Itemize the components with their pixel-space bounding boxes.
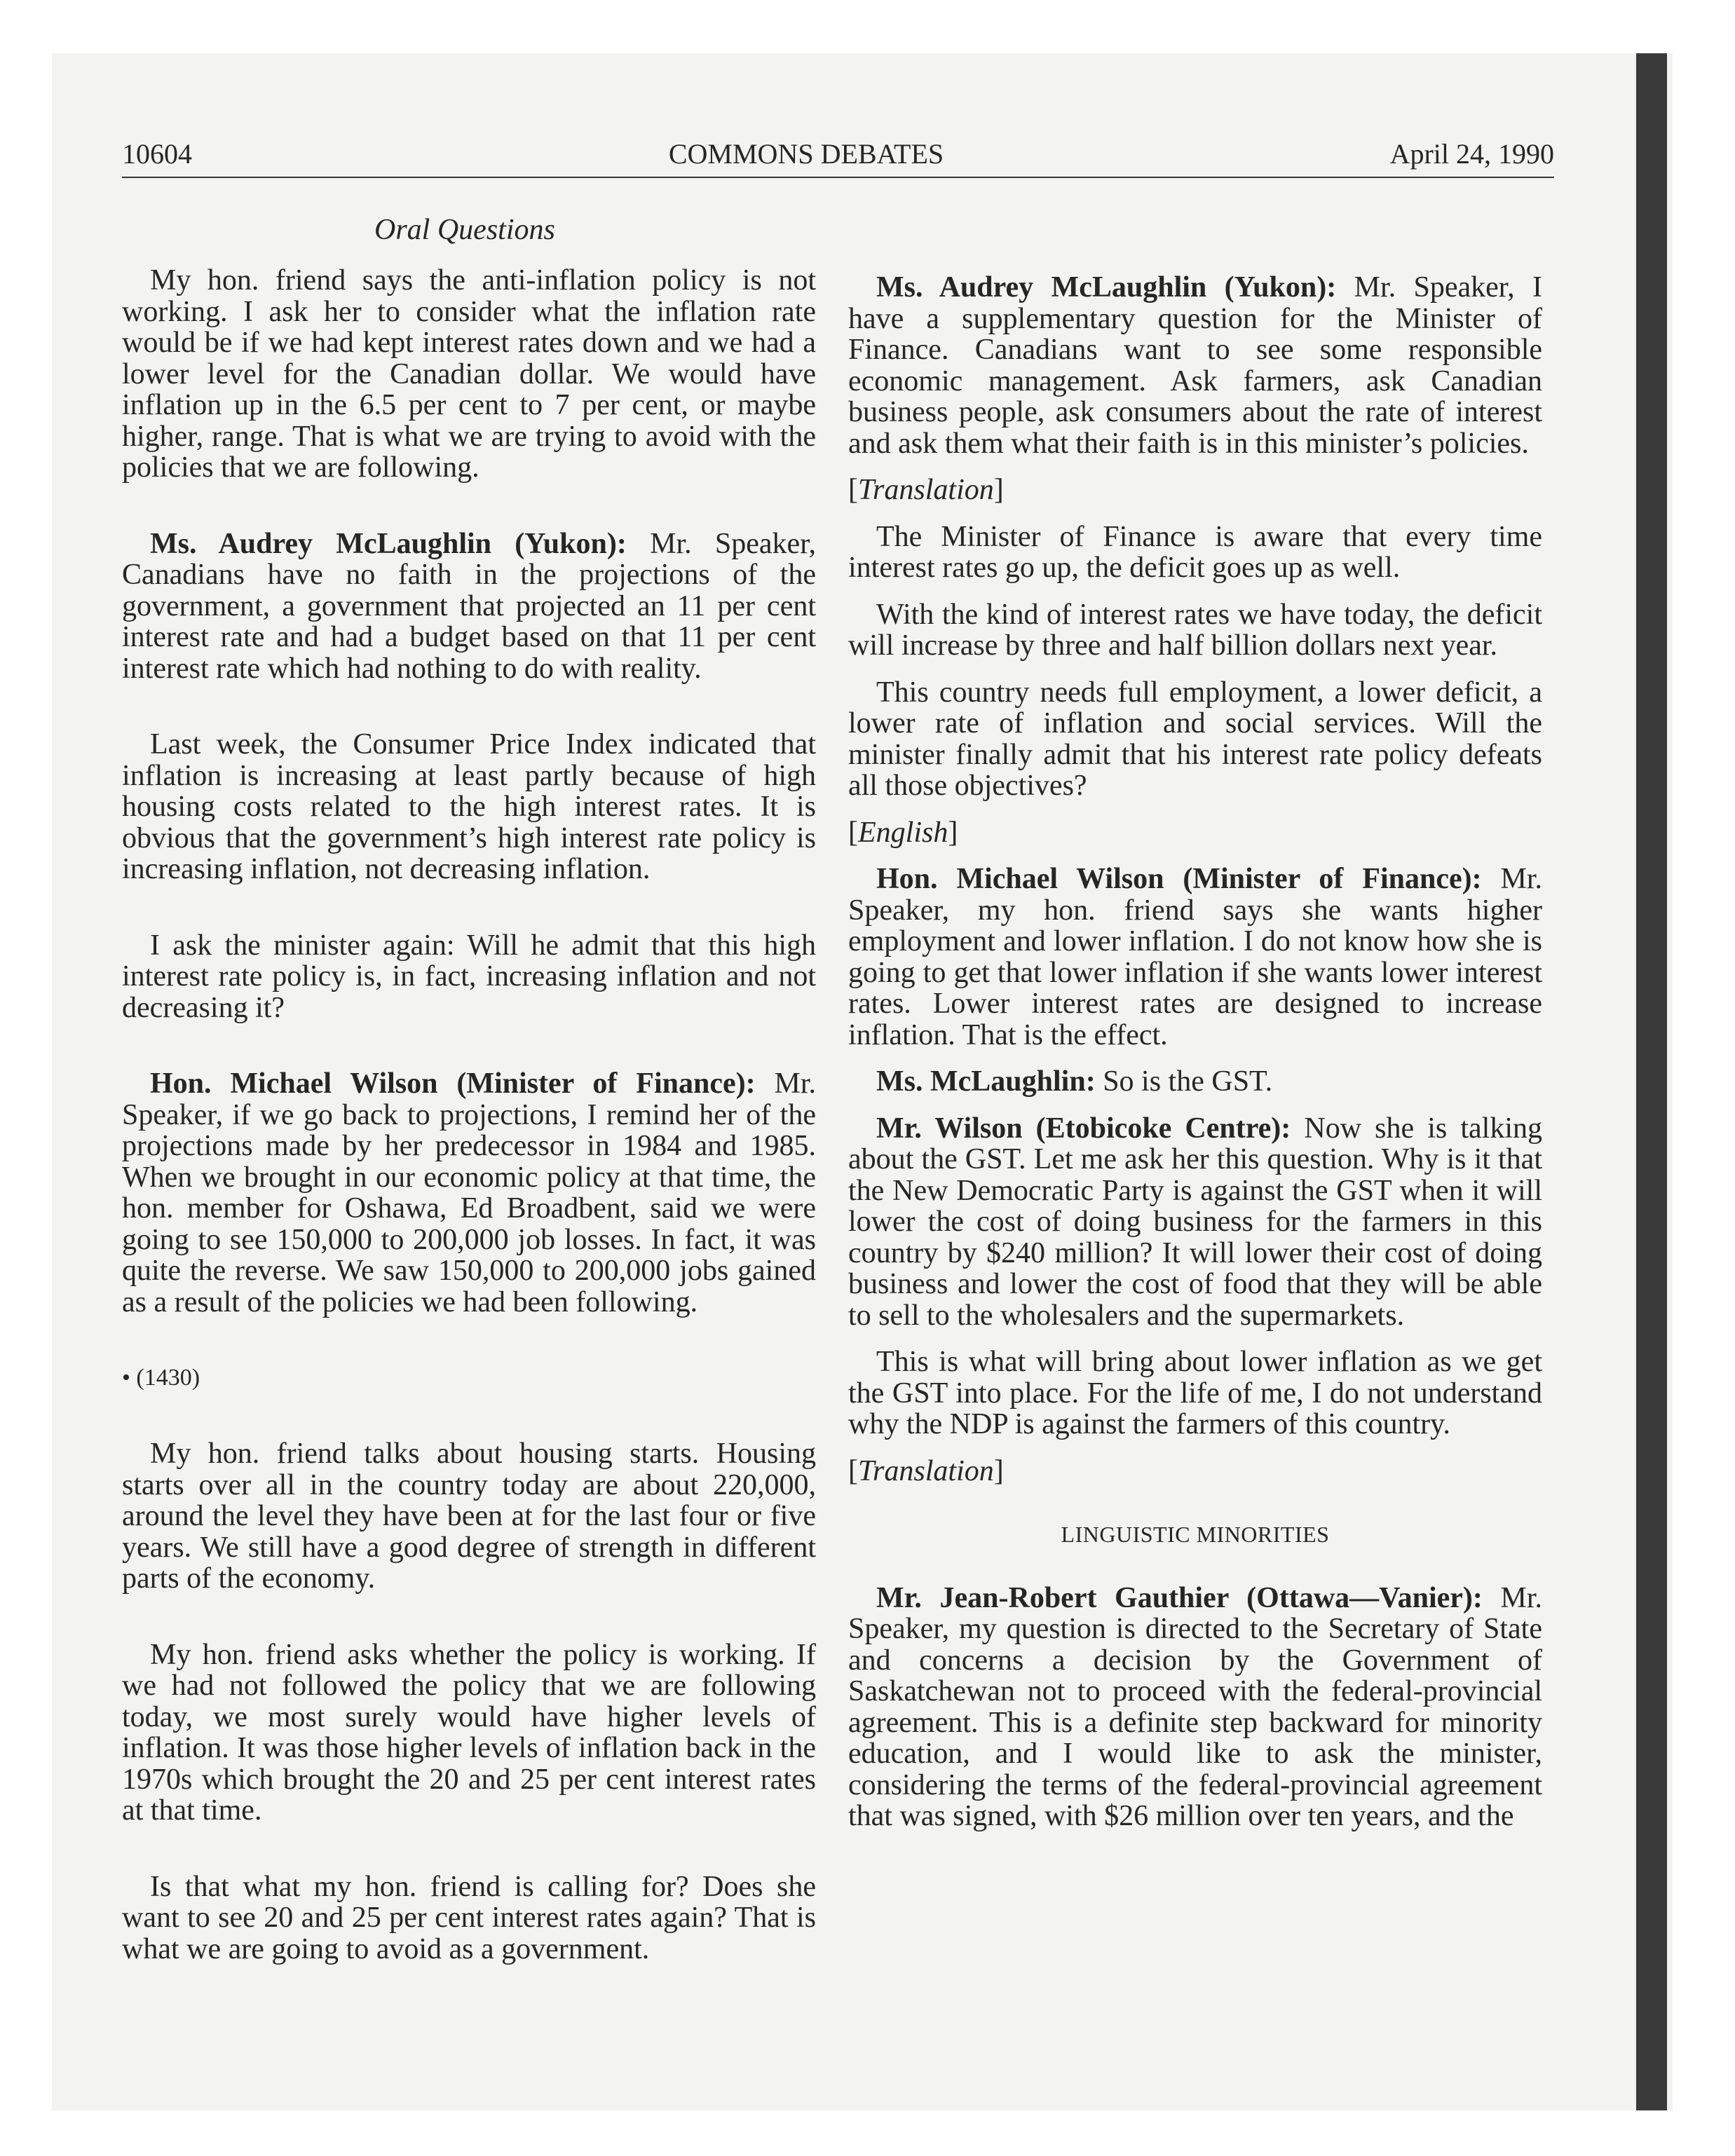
- left-column: [122, 196, 816, 1965]
- section-label: Oral Questions: [374, 214, 555, 246]
- speech: Ms. McLaughlin: So is the GST.: [876, 1065, 1273, 1098]
- paragraph: This is what will bring about lower inflation as we get the GST into place. For the life of me, I do not understand why the NDP is against the farmers of this country.: [848, 1346, 1542, 1440]
- speaker-name: Hon. Michael Wilson (Minister of Finance):: [150, 1067, 756, 1100]
- page-date: April 24, 1990: [1389, 138, 1554, 170]
- paragraph: My hon. friend asks whether the policy is working. If we had not followed the policy that we are following today, we most surely would have higher levels of inflation. It was those higher levels of inflation back in the 1970s which brought the 20 and 25 per cent interest rates at that time.: [122, 1638, 816, 1827]
- speaker-name: Mr. Wilson (Etobicoke Centre):: [876, 1112, 1291, 1145]
- speaker-name: Ms. Audrey McLaughlin (Yukon):: [150, 527, 627, 560]
- speech: Ms. Audrey McLaughlin (Yukon): Mr. Speaker, Canadians have no faith in the projections of the government, a government that projected an 11 per cent interest rate and had a budget based on that 11 per cent interest rate which had nothing to do with reality.: [122, 527, 816, 685]
- speaker-name: Hon. Michael Wilson (Minister of Finance):: [876, 863, 1482, 895]
- paragraph: I ask the minister again: Will he admit that this high interest rate policy is, in fact, increasing inflation and not decreasing it?: [122, 929, 816, 1024]
- paragraph: This country needs full employment, a lower deficit, a lower rate of inflation and social services. Will the minister finally admit that his interest rate policy defeats all those objectives?: [848, 676, 1542, 802]
- paragraph: My hon. friend talks about housing starts. Housing starts over all in the country today are about 220,000, around the level they have been at for the last four or five years. We still have a good degree of strength in different parts of the economy.: [122, 1438, 816, 1595]
- paragraph: With the kind of interest rates we have today, the deficit will increase by three and half billion dollars next year.: [848, 598, 1542, 662]
- speech: Hon. Michael Wilson (Minister of Finance): Mr. Speaker, my hon. friend says she wants higher employment and lower inflation. I do not know how she is going to get that lower inflation if she wants lower interest rates. Lower interest rates are designed to increase inflation. That is the effect.: [848, 863, 1542, 1051]
- paragraph: My hon. friend says the anti-inflation policy is not working. I ask her to consider what the inflation rate would be if we had kept interest rates down and we had a lower level for the Canadian dollar. We would have inflation up in the 6.5 per cent to 7 per cent, or maybe higher, range. That is what we are trying to avoid with the policies that we are following.: [122, 264, 816, 484]
- page-number: 10604: [122, 138, 192, 170]
- paragraph: The Minister of Finance is aware that every time interest rates go up, the deficit goes up as well.: [848, 520, 1542, 584]
- speech: Mr. Jean-Robert Gauthier (Ottawa—Vanier): Mr. Speaker, my question is directed to the Secretary of State and concerns a decision by the Government of Saskatchewan not to proceed with the federal-provincial agreement. This is a definite step backward for minority education, and I would like to ask the minister, considering the terms of the federal-provincial agreement that was signed, with $26 million over ten years, and the: [848, 1581, 1543, 1832]
- header-rule: [122, 177, 1554, 178]
- paragraph: Last week, the Consumer Price Index indicated that inflation is increasing at least partly because of high housing costs related to the high interest rates. It is obvious that the government’s high interest rate policy is increasing inflation, not decreasing inflation.: [122, 728, 816, 885]
- scan-edge-bar: [1636, 53, 1667, 2110]
- section-heading: LINGUISTIC MINORITIES: [1061, 1522, 1330, 1547]
- paragraph: Is that what my hon. friend is calling for? Does she want to see 20 and 25 per cent interest rates again? That is what we are going to avoid as a government.: [122, 1870, 816, 1965]
- speech: Hon. Michael Wilson (Minister of Finance): Mr. Speaker, if we go back to projections, I remind her of the projections made by her predecessor in 1984 and 1985. When we brought in our economic policy at that time, the hon. member for Oshawa, Ed Broadbent, said we were going to see 150,000 to 200,000 job losses. In fact, it was quite the reverse. We saw 150,000 to 200,000 jobs gained as a result of the policies we had been following.: [122, 1067, 816, 1318]
- time-marker: • (1430): [122, 1365, 200, 1391]
- speaker-name: Mr. Jean-Robert Gauthier (Ottawa—Vanier):: [876, 1581, 1483, 1614]
- speaker-name: Ms. McLaughlin:: [876, 1065, 1096, 1098]
- speaker-name: Ms. Audrey McLaughlin (Yukon):: [876, 271, 1337, 303]
- running-title: COMMONS DEBATES: [668, 138, 944, 170]
- language-tag: [English]: [848, 816, 958, 849]
- language-tag: [Translation]: [848, 1454, 1004, 1487]
- language-tag: [Translation]: [848, 474, 1004, 506]
- right-column: [848, 196, 1542, 1832]
- speech: Mr. Wilson (Etobicoke Centre): Now she is talking about the GST. Let me ask her this question. Why is it that the New Democratic Party is against the GST when it will lower the cost of doing business for the farmers in this country by $240 million? It will lower their cost of doing business and lower the cost of food that they will be able to sell to the wholesalers and the supermarkets.: [848, 1112, 1542, 1332]
- speech: Ms. Audrey McLaughlin (Yukon): Mr. Speaker, I have a supplementary question for the Minister of Finance. Canadians want to see some responsible economic management. Ask farmers, ask Canadian business people, ask consumers about the rate of interest and ask them what their faith is in this minister’s policies.: [848, 271, 1542, 460]
